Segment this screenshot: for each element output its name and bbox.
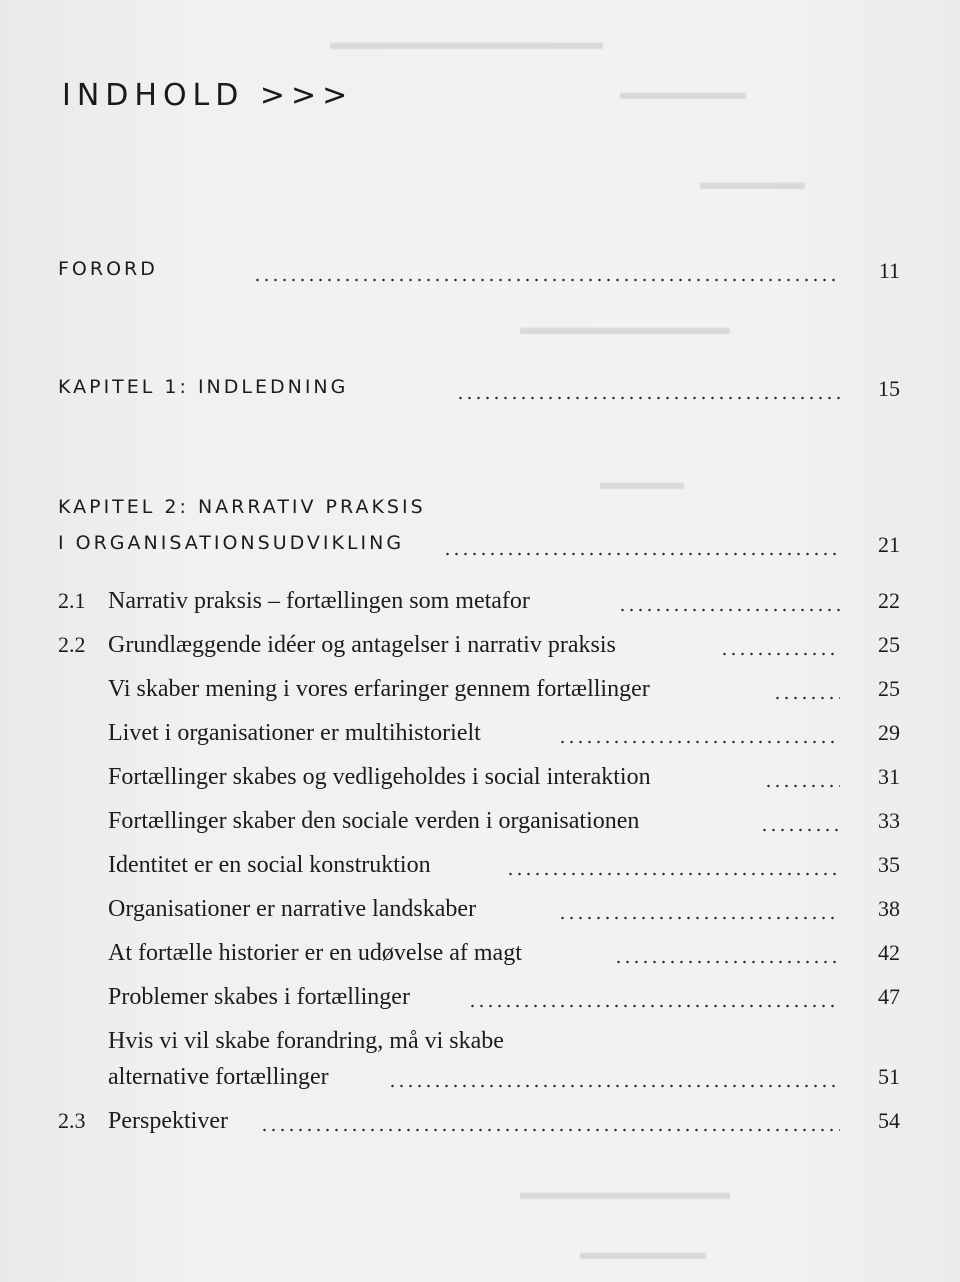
toc-subentry[interactable] [58, 1064, 900, 1094]
toc-subentry[interactable] [58, 852, 900, 882]
dot-leader [456, 376, 840, 400]
dot-leader [506, 852, 840, 876]
toc-page-number: 51 [878, 1064, 900, 1089]
toc-section-forord[interactable] [58, 258, 900, 286]
toc-entry-text: Livet i organisationer er multihistorielt [108, 720, 481, 746]
toc-section-label: KAPITEL 2: NARRATIV PRAKSIS [58, 496, 426, 518]
bleed-through-text: ▬▬▬▬▬▬ [580, 1240, 706, 1264]
toc-entry-text: Fortællinger skaber den sociale verden i organisationen [108, 808, 640, 834]
toc-entry-text: Hvis vi vil skabe forandring, må vi skabe [108, 1028, 504, 1054]
toc-entry-text: At fortælle historier er en udøvelse af magt [108, 940, 522, 966]
toc-entry-number: 2.2 [58, 632, 86, 657]
dot-leader [260, 1108, 840, 1132]
page-title: INDHOLD >>> [62, 78, 354, 113]
toc-page-number: 22 [878, 588, 900, 613]
toc-entry-text: Fortællinger skabes og vedligeholdes i social interaktion [108, 764, 651, 790]
toc-page-number: 11 [878, 258, 900, 283]
toc-subentry[interactable] [58, 676, 900, 706]
dot-leader [468, 984, 840, 1008]
dot-leader [558, 720, 840, 744]
toc-subentry[interactable] [58, 896, 900, 926]
bleed-through-text: ▬▬▬▬▬▬▬▬▬▬ [520, 315, 730, 339]
bleed-through-text: ▬▬▬▬ [600, 470, 684, 494]
bleed-through-text: ▬▬▬▬▬ [700, 170, 805, 194]
toc-entry-text: Narrativ praksis – fortællingen som metafor [108, 588, 530, 614]
toc-entry-text: Vi skaber mening i vores erfaringer gennem fortællinger [108, 676, 650, 702]
toc-page-number: 38 [878, 896, 900, 921]
toc-page-number: 33 [878, 808, 900, 833]
toc-entry[interactable] [58, 632, 900, 662]
dot-leader [388, 1064, 840, 1088]
toc-page-number: 31 [878, 764, 900, 789]
dot-leader [618, 588, 840, 612]
dot-leader [773, 676, 840, 700]
dot-leader [558, 896, 840, 920]
toc-entry-text: Perspektiver [108, 1108, 228, 1134]
dot-leader [614, 940, 840, 964]
toc-entry-text: Problemer skabes i fortællinger [108, 984, 410, 1010]
toc-entry-number: 2.1 [58, 588, 86, 613]
toc-section-label: I ORGANISATIONSUDVIKLING [58, 532, 405, 554]
toc-entry[interactable] [58, 1108, 900, 1138]
toc-entry[interactable] [58, 588, 900, 618]
dot-leader [764, 764, 840, 788]
bleed-through-text: ▬▬▬▬▬▬▬▬▬▬▬▬▬ [330, 30, 603, 54]
toc-page-number: 15 [878, 376, 900, 401]
toc-page-number: 21 [878, 532, 900, 557]
toc-page-number: 54 [878, 1108, 900, 1133]
toc-section-label: KAPITEL 1: INDLEDNING [58, 376, 349, 398]
toc-entry-text: Grundlæggende idéer og antagelser i narrativ praksis [108, 632, 616, 658]
bleed-through-text: ▬▬▬▬▬▬ [620, 80, 746, 104]
dot-leader [443, 532, 840, 556]
toc-page-number: 29 [878, 720, 900, 745]
toc-entry-number: 2.3 [58, 1108, 86, 1133]
dot-leader [720, 632, 840, 656]
toc-entry-text: Organisationer er narrative landskaber [108, 896, 477, 922]
toc-section-kapitel-2-line1[interactable] [58, 496, 900, 524]
toc-subentry[interactable] [58, 764, 900, 794]
bleed-through-text: ▬▬▬▬▬▬▬▬▬▬ [520, 1180, 730, 1204]
toc-section-kapitel-1[interactable] [58, 376, 900, 404]
toc-subentry[interactable] [58, 984, 900, 1014]
toc-page-number: 25 [878, 632, 900, 657]
toc-subentry[interactable] [58, 808, 900, 838]
toc-section-label: FORORD [58, 258, 158, 280]
dot-leader [760, 808, 840, 832]
toc-subentry[interactable] [58, 720, 900, 750]
toc-subentry[interactable] [58, 940, 900, 970]
toc-subentry-line1[interactable] [58, 1028, 900, 1058]
toc-entry-text: alternative fortællinger [108, 1064, 329, 1090]
toc-page-number: 42 [878, 940, 900, 965]
toc-page-number: 35 [878, 852, 900, 877]
toc-page-number: 47 [878, 984, 900, 1009]
toc-page-number: 25 [878, 676, 900, 701]
dot-leader [253, 258, 840, 282]
toc-entry-text: Identitet er en social konstruktion [108, 852, 431, 878]
toc-section-kapitel-2[interactable] [58, 532, 900, 560]
